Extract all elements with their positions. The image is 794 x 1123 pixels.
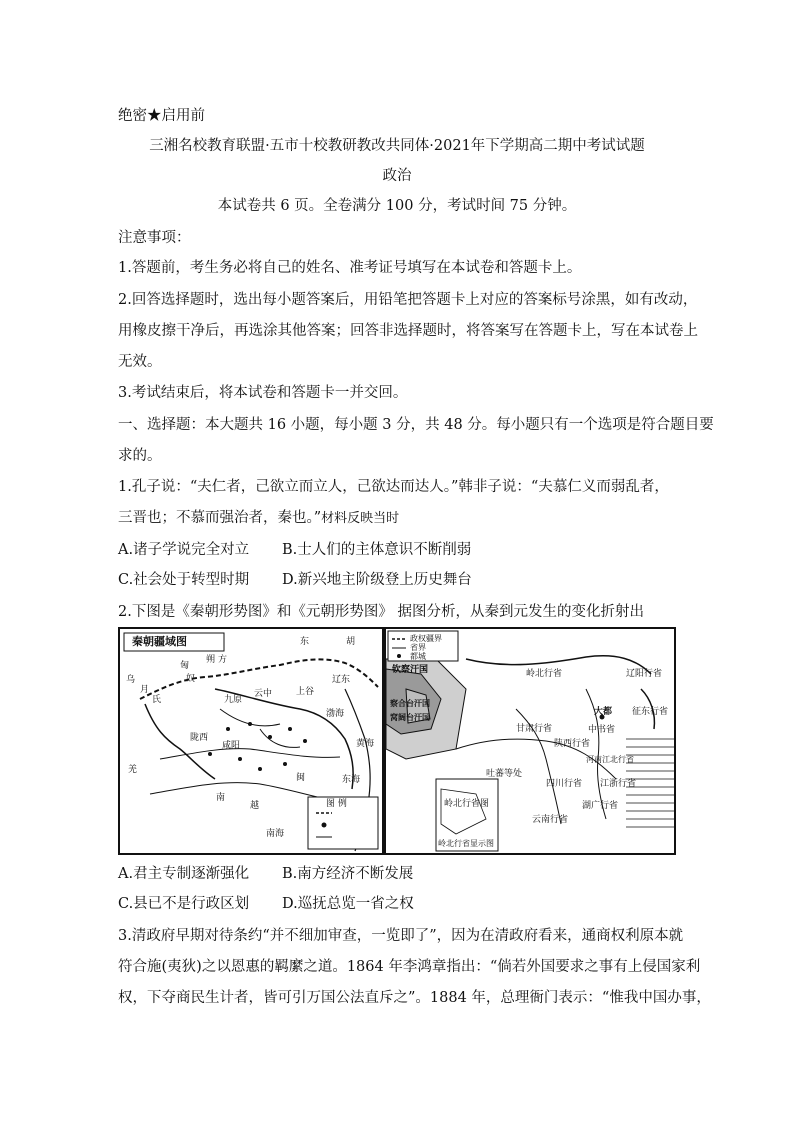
- qin-label: 渤海: [326, 709, 345, 719]
- qin-label: 乌: [126, 675, 136, 685]
- q1-option-b: B.士人们的主体意识不断削弱: [282, 542, 472, 558]
- q2-option-c: C.县已不是行政区划: [118, 896, 250, 912]
- yuan-legend-border: 政权疆界: [410, 634, 442, 643]
- yuan-label: 察合台汗国: [390, 699, 430, 708]
- qin-label: 东: [300, 637, 310, 647]
- yuan-label: 湖广行省: [582, 801, 619, 811]
- note-item-2-line-3: 无效。: [118, 354, 162, 370]
- q1-stem-line-1: 1.孔子说：“夫仁者，己欲立而立人，己欲达而达人。”韩非子说：“夫慕仁义而弱乱者，: [118, 479, 669, 495]
- qin-label: 上谷: [296, 687, 315, 697]
- note-item-2-line-1: 2.回答选择题时，选出每小题答案后，用铅笔把答题卡上对应的答案标号涂黑，如有改动，: [118, 292, 698, 308]
- qin-label: 黄海: [356, 739, 375, 749]
- exam-title: 三湘名校教育联盟·五市十校教研教改共同体·2021年下学期高二期中考试试题: [149, 138, 645, 154]
- yuan-label: 中书省: [588, 725, 616, 735]
- q3-stem-line-1: 3.清政府早期对待条约“并不细加审查，一览即了”，因为在清政府看来，通商权利原本就: [118, 928, 684, 944]
- yuan-inset-caption: 岭北行省显示图: [438, 839, 494, 848]
- qin-label: 匈: [180, 661, 190, 671]
- q3-stem-line-3: 权，下夺商民生计者，皆可引万国公法直斥之”。1884 年，总理衙门表示：“惟我中国办事，: [118, 990, 711, 1006]
- yuan-label: 吐蕃等处: [486, 769, 523, 779]
- q2-option-b: B.南方经济不断发展: [282, 866, 414, 882]
- yuan-legend-capital: 都城: [410, 652, 426, 661]
- yuan-label: 甘肃行省: [516, 724, 553, 734]
- yuan-label: 云南行省: [532, 815, 569, 825]
- notes-heading: 注意事项：: [118, 230, 191, 246]
- yuan-label: 大都: [594, 707, 613, 717]
- qin-label: 东海: [342, 775, 361, 785]
- yuan-label: 征东行省: [632, 707, 669, 717]
- yuan-inset-label: 岭北行省图: [444, 799, 490, 809]
- qin-label: 奴: [186, 674, 196, 684]
- section-1-line-1: 一、选择题：本大题共 16 小题，每小题 3 分，共 48 分。每小题只有一个选项是符合题目要: [118, 417, 714, 433]
- qin-label: 羌: [128, 765, 138, 775]
- qin-label: 咸阳: [222, 741, 241, 751]
- map-figure: [118, 627, 676, 855]
- q1-option-a: A.诸子学说完全对立: [118, 542, 250, 558]
- note-item-3: 3.考试结束后，将本试卷和答题卡一并交回。: [118, 385, 408, 401]
- qin-label: 朔: [206, 655, 216, 665]
- yuan-label: 四川行省: [546, 779, 583, 789]
- qin-map-drawing: [120, 629, 382, 853]
- qin-label: 胡: [346, 637, 356, 647]
- qin-label: 方: [218, 655, 228, 665]
- qin-label: 南海: [266, 829, 285, 839]
- qin-legend-title: 图 例: [326, 799, 347, 809]
- section-1-line-2: 求的。: [118, 448, 162, 464]
- yuan-map: [384, 627, 676, 855]
- subject-title: 政治: [382, 168, 412, 184]
- q3-stem-line-2: 符合施(夷狄)之以恩惠的羁縻之道。1864 年李鸿章指出：“倘若外国要求之事有上侵国家利: [118, 959, 701, 975]
- qin-map-title: 秦朝疆域图: [132, 635, 187, 648]
- note-item-1: 1.答题前，考生务必将自己的姓名、准考证号填写在本试卷和答题卡上。: [118, 260, 582, 276]
- yuan-label: 窝阔台汗国: [390, 713, 430, 722]
- q1-option-d: D.新兴地主阶级登上历史舞台: [282, 572, 472, 588]
- yuan-label: 钦察汗国: [392, 665, 429, 675]
- q1-option-c: C.社会处于转型时期: [118, 572, 250, 588]
- yuan-map-drawing: [386, 629, 674, 853]
- q2-option-d: D.巡抚总览一省之权: [282, 896, 414, 912]
- qin-map: [118, 627, 384, 855]
- q2-option-a: A.君主专制逐渐强化: [118, 866, 250, 882]
- qin-label: 九原: [224, 695, 243, 705]
- qin-label: 陇西: [190, 733, 209, 743]
- q1-stem-line-2-tail: 材料反映当时: [321, 511, 400, 526]
- yuan-label: 岭北行省: [526, 669, 563, 679]
- qin-label: 月: [140, 685, 150, 695]
- q1-stem-line-2: [118, 508, 399, 529]
- note-item-2-line-2: 用橡皮擦干净后，再选涂其他答案；回答非选择题时，将答案写在答题卡上，写在本试卷上: [118, 323, 698, 339]
- qin-label: 辽东: [332, 675, 351, 685]
- yuan-label: 江浙行省: [600, 779, 637, 789]
- yuan-legend-province: 省界: [410, 643, 426, 652]
- qin-label: 越: [250, 801, 260, 811]
- confidential-mark: 绝密★启用前: [118, 108, 205, 124]
- q1-stem-line-2-main: 三晋也；不慕而强治者，秦也。”: [118, 510, 322, 526]
- q2-stem: 2.下图是《秦朝形势图》和《元朝形势图》 据图分析，从秦到元发生的变化折射出: [118, 604, 644, 620]
- yuan-label: 辽阳行省: [626, 669, 663, 679]
- exam-info: 本试卷共 6 页。全卷满分 100 分，考试时间 75 分钟。: [217, 198, 577, 214]
- qin-label: 南: [216, 793, 226, 803]
- qin-label: 云中: [254, 689, 273, 699]
- yuan-label: 陕西行省: [554, 739, 591, 749]
- yuan-label: 河南江北行省: [586, 755, 634, 764]
- qin-label: 闽: [296, 773, 306, 783]
- qin-label: 氏: [152, 695, 162, 705]
